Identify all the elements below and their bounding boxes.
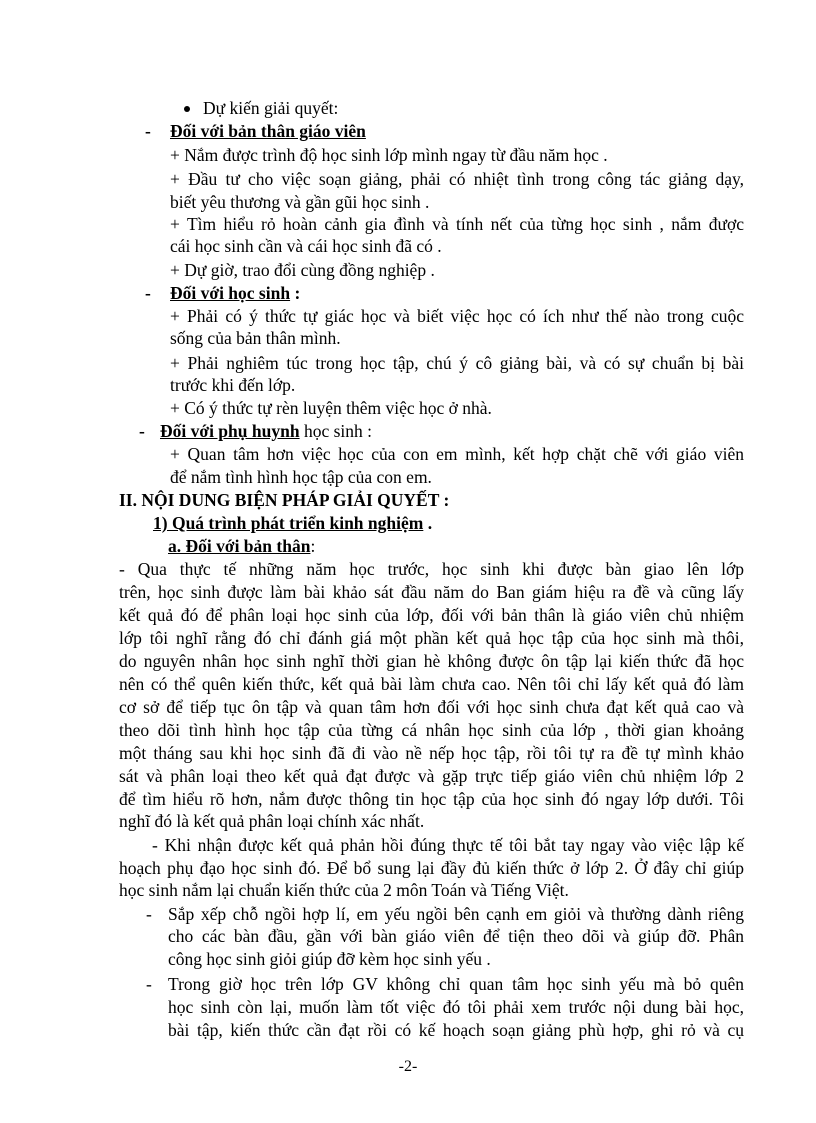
parent-item-1: + Quan tâm hơn việc học của con em mình, kết hợp chặt chẽ với giáo viên xyxy=(170,444,744,464)
para2-line-1: - Khi nhận được kết quả phản hồi đúng thực tế tôi bắt tay ngay vào việc lập kế xyxy=(152,835,744,855)
student-dash: - xyxy=(145,283,151,303)
subsection-heading: 1) Quá trình phát triển kinh nghiệm . xyxy=(153,513,433,533)
subsection-a-heading: a. Đối với bản thân: xyxy=(168,536,316,556)
teacher-item-4: + Dự giờ, trao đổi cùng đồng nghiệp . xyxy=(170,260,435,280)
section-heading: II. NỘI DUNG BIỆN PHÁP GIẢI QUYẾT : xyxy=(119,490,450,510)
parent-heading: Đối với phụ huynh học sinh : xyxy=(160,421,372,441)
para2-line-3: học sinh nắm lại chuẩn kiến thức của 2 môn Toán và Tiếng Việt. xyxy=(119,880,569,900)
para1-line-4: lớp tôi nghĩ rằng đó chỉ đánh giá một phần kết quả học tập của học sinh mà thôi, xyxy=(119,628,744,648)
item1-line-1: Sắp xếp chỗ ngồi hợp lí, em yếu ngồi bên cạnh em giỏi và thường dành riêng xyxy=(168,904,744,924)
para1-line-9: một tháng sau khi học sinh đã đi vào nề nếp học tập, rồi tôi tự ra đề tự mình khảo xyxy=(119,743,744,763)
para2-line-2: hoạch phụ đạo học sinh đó. Để bổ sung lại đầy đủ kiến thức ở lớp 2. Ở đây chỉ giúp xyxy=(119,858,744,878)
para1-line-2: trên, học sinh được làm bài khảo sát đầu năm do Ban giám hiệu ra đề và cũng lấy xyxy=(119,582,744,602)
para1-line-7: cơ sở để tiếp tục ôn tập và quan tâm hơn đối với học sinh chưa đạt kết quả cao và xyxy=(119,697,744,717)
para1-line-6: nên có thể quên kiến thức, kết quả bài làm chưa cao. Nên tôi chỉ lấy kết quả đó làm xyxy=(119,674,744,694)
item1-dash: - xyxy=(146,904,152,924)
item2-line-3: bài tập, kiến thức cần đạt rồi có kế hoạch soạn giảng phù hợp, ghi rỏ và cụ xyxy=(168,1020,744,1040)
teacher-item-2-cont: biết yêu thương và gần gũi học sinh . xyxy=(170,192,430,212)
para1-line-11: để tìm hiểu rõ hơn, nắm được thông tin học tập của học sinh đó ngay lớp dưới. Tôi xyxy=(119,789,744,809)
student-item-3: + Có ý thức tự rèn luyện thêm việc học ở nhà. xyxy=(170,398,492,418)
student-item-2: + Phải nghiêm túc trong học tập, chú ý cô giảng bài, và có sự chuẩn bị bài xyxy=(170,353,744,373)
student-item-1-cont: sống của bản thân mình. xyxy=(170,328,341,348)
teacher-dash: - xyxy=(145,121,151,141)
item2-line-1: Trong giờ học trên lớp GV không chỉ quan tâm học sinh yếu mà bỏ quên xyxy=(168,974,744,994)
para1-line-12: nghĩ đó là kết quả phân loại chính xác nhất. xyxy=(119,811,425,831)
parent-dash: - xyxy=(139,421,145,441)
para1-line-8: theo dõi tình hình học tập của từng cá nhân học sinh của lớp , thời gian khoảng xyxy=(119,720,744,740)
para1-line-5: do nguyên nhân học sinh nghĩ thời gian hè không được ôn tập lại kiến thức đã học xyxy=(119,651,744,671)
item2-dash: - xyxy=(146,974,152,994)
page-number: -2- xyxy=(398,1058,418,1075)
plan-heading: Dự kiến giải quyết: xyxy=(203,98,339,118)
bullet-icon xyxy=(184,106,190,112)
teacher-heading: Đối với bản thân giáo viên xyxy=(170,121,366,141)
item1-line-3: công học sinh giỏi giúp đỡ kèm học sinh yếu . xyxy=(168,949,491,969)
item1-line-2: cho các bàn đầu, gần với bàn giáo viên để tiện theo dõi và giúp đỡ. Phân xyxy=(168,926,744,946)
teacher-item-3: + Tìm hiểu rỏ hoàn cảnh gia đình và tính nết của từng học sinh , nắm được xyxy=(170,214,744,234)
teacher-item-2: + Đầu tư cho việc soạn giảng, phải có nhiệt tình trong công tác giảng dạy, xyxy=(170,169,744,189)
student-heading: Đối với học sinh : xyxy=(170,283,301,303)
student-item-2-cont: trước khi đến lớp. xyxy=(170,375,296,395)
parent-item-1-cont: để nắm tình hình học tập của con em. xyxy=(170,467,432,487)
teacher-item-3-cont: cái học sinh cần và cái học sinh đã có . xyxy=(170,236,442,256)
teacher-item-1: + Nắm được trình độ học sinh lớp mình ngay từ đầu năm học . xyxy=(170,145,608,165)
student-item-1: + Phải có ý thức tự giác học và biết việc học có ích như thế nào trong cuộc xyxy=(170,306,744,326)
para1-line-10: sát và phân loại theo kết quả đạt được và gặp trực tiếp giáo viên chủ nhiệm lớp 2 xyxy=(119,766,744,786)
para1-line-3: kết quả đó để phân loại học sinh của lớp, đối với bản thân là giáo viên chủ nhiệm xyxy=(119,605,744,625)
item2-line-2: học sinh còn lại, muốn làm tốt việc đó tôi phải xem trước nội dung bài học, xyxy=(168,997,744,1017)
para1-line-1: - Qua thực tế những năm học trước, học sinh khi được bàn giao lên lớp xyxy=(119,559,744,579)
